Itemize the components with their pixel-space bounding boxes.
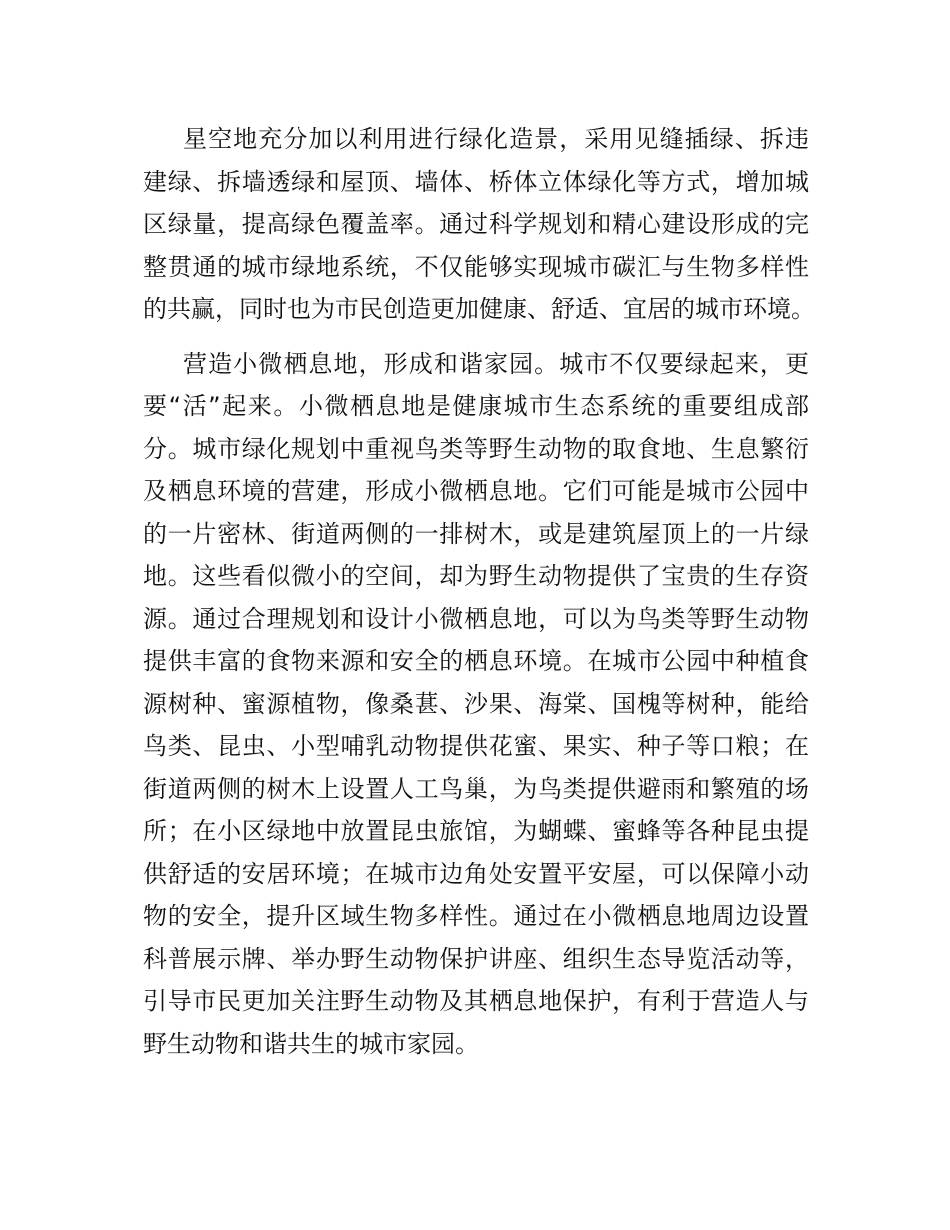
- text-line: 物的安全，提升区域生物多样性。通过在小微栖息地周边设置: [143, 902, 809, 930]
- text-line: 分。城市绿化规划中重视鸟类等野生动物的取食地、生息繁衍: [143, 434, 809, 463]
- text-line: 源树种、蜜源植物，像桑葚、沙果、海棠、国槐等树种，能给: [143, 689, 809, 718]
- text-line: 野生动物和谐共生的城市家园。: [143, 1029, 479, 1058]
- text-line: 科普展示牌、举办野生动物保护讲座、组织生态导览活动等，: [143, 944, 809, 973]
- text-line: 提供丰富的食物来源和安全的栖息环境。在城市公园中种植食: [143, 647, 809, 675]
- text-line: 区绿量，提高绿色覆盖率。通过科学规划和精心建设形成的完: [143, 210, 809, 238]
- document-page: [143, 118, 815, 1065]
- text-line: 建绿、拆墙透绿和屋顶、墙体、桥体立体绿化等方式，增加城: [143, 167, 809, 196]
- text-line: 源。通过合理规划和设计小微栖息地，可以为鸟类等野生动物: [143, 604, 809, 633]
- text-line: 的一片密林、街道两侧的一排树木，或是建筑屋顶上的一片绿: [143, 519, 809, 548]
- paragraph: [143, 118, 815, 331]
- text-line: 供舒适的安居环境；在城市边角处安置平安屋，可以保障小动: [143, 859, 809, 888]
- text-line: 的共赢，同时也为市民创造更加健康、舒适、宜居的城市环境。: [143, 295, 815, 323]
- text-line: 街道两侧的树木上设置人工鸟巢，为鸟类提供避雨和繁殖的场: [143, 774, 809, 803]
- text-line: 引导市民更加关注野生动物及其栖息地保护，有利于营造人与: [143, 987, 809, 1015]
- text-line: 要“活”起来。小微栖息地是健康城市生态系统的重要组成部: [143, 392, 809, 420]
- text-line: 所；在小区绿地中放置昆虫旅馆，为蝴蝶、蜜蜂等各种昆虫提: [143, 817, 809, 845]
- paragraph: [143, 343, 809, 1066]
- text-line: 营造小微栖息地，形成和谐家园。城市不仅要绿起来，更: [183, 349, 809, 378]
- text-line: 鸟类、昆虫、小型哺乳动物提供花蜜、果实、种子等口粮；在: [143, 732, 809, 760]
- text-line: 地。这些看似微小的空间，却为野生动物提供了宝贵的生存资: [143, 562, 809, 590]
- text-line: 星空地充分加以利用进行绿化造景，采用见缝插绿、拆违: [183, 125, 809, 153]
- text-line: 及栖息环境的营建，形成小微栖息地。它们可能是城市公园中: [143, 477, 809, 505]
- text-line: 整贯通的城市绿地系统，不仅能够实现城市碳汇与生物多样性: [143, 252, 809, 281]
